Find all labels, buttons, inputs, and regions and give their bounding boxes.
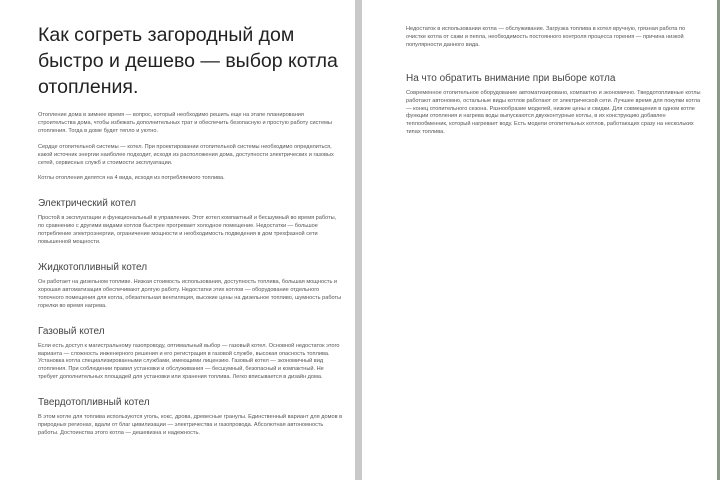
page-2-body [406,26,706,145]
paragraph: Сердце отопительной системы — котел. При проектировании отопительной системы необходимо определиться, какой источник энергии наиболее подходит, исходя из расположения дома, доступности электрических и газовых сетей, сервисных служб и стоимости эксплуатации. [38,143,334,166]
document-page-1 [0,0,355,480]
paragraph: Современное отопительное оборудование автоматизировано, компактно и экономично. Твердотопливные котлы работают автономно, остальные виды котлов работают от электрической сети. Лучшее время для покупки котла — конец отопительного сезона. Разнообразие моделей, низкие цены и скидки. Для совмещения в одном котле функции отопления и нагрева воды выпускаются двухконтурные котлы, в их конструкцию добавлен теплообменник, который нагревает воду. Есть модели отопительных котлов, работающих сразу на нескольких типах топлива. [406,89,701,136]
paragraph: Котлы отопления делятся на 4 вида, исходя из потребляемого топлива. [38,175,225,182]
paragraph: Недостаток в использовании котла — обслуживание. Загрузка топлива в котел вручную, грязная работа по очистке котла от сажи и пепла, необходимость постоянного контроля процесса горения — причина низкой популярности данного вида. [406,26,686,48]
document-title: Как согреть загородный дом быстро и дешево — выбор котла отопления. [38,24,338,98]
paragraph: Отопление дома в зимнее время — вопрос, который необходимо решить еще на этапе планирования строительства дома, чтобы избежать дополнительных трат и обеспечить безопасную и простую работу системы отопления. Тогда в доме будет тепло и уютно. [38,112,332,134]
section-heading-choice: На что обратить внимание при выборе котла [406,72,616,84]
paragraph: Если есть доступ к магистральному газопроводу, оптимальный выбор — газовый котел. Основной недостаток этого варианта — сложность инженерного решения и его регистрация в газовой службе, высокая опасность топлива. Установка котла специализированными службами, имеющими лицензию. Газовый котел — экономичный вид отопления. При соблюдении правил установки и обслуживания — бесшумный, безопасный и компактный. Не требует дополнительных площадей для установки или хранения топлива. Легко вписывается в дизайн дома. [38,342,340,381]
paragraph: Он работает на дизельном топливе. Низкая стоимость использования, доступность топлива, большая мощность и хорошая автоматизация обеспечивают долгую работу. Недостатки этих котлов — оборудование отдельного топочного помещения для котла, обязательная вентиляция, высокие цены на дизельное топливо, шумность работы горелки во время нагрева. [38,278,342,309]
section-heading-electric: Электрический котел [38,198,136,210]
paragraph: Простой в эксплуатации и функциональный в управлении. Этот котел компактный и бесшумный во время работы, по сравнению с другими видами котлов быстрее прогревает холодное помещение. Недостатки — большое потребление электроэнергии, ограничение мощности и необходимость подведения в дом трехфазной сети повышенной мощности. [38,215,337,246]
section-heading-liquid: Жидкотопливный котел [38,261,148,273]
section-heading-gas: Газовый котел [38,325,105,337]
document-page-2 [362,0,717,480]
section-heading-solid: Твердотопливный котел [38,397,150,409]
paragraph: В этом котле для топлива используются уголь, кокс, дрова, древесные гранулы. Единственный вариант для домов в природных регионах, вдали от благ цивилизации — электричества и газопровода. Абсолютная автономность работы. Достоинства этого котла — дешевизна и надежность. [38,414,343,436]
page-1-body [38,22,343,446]
